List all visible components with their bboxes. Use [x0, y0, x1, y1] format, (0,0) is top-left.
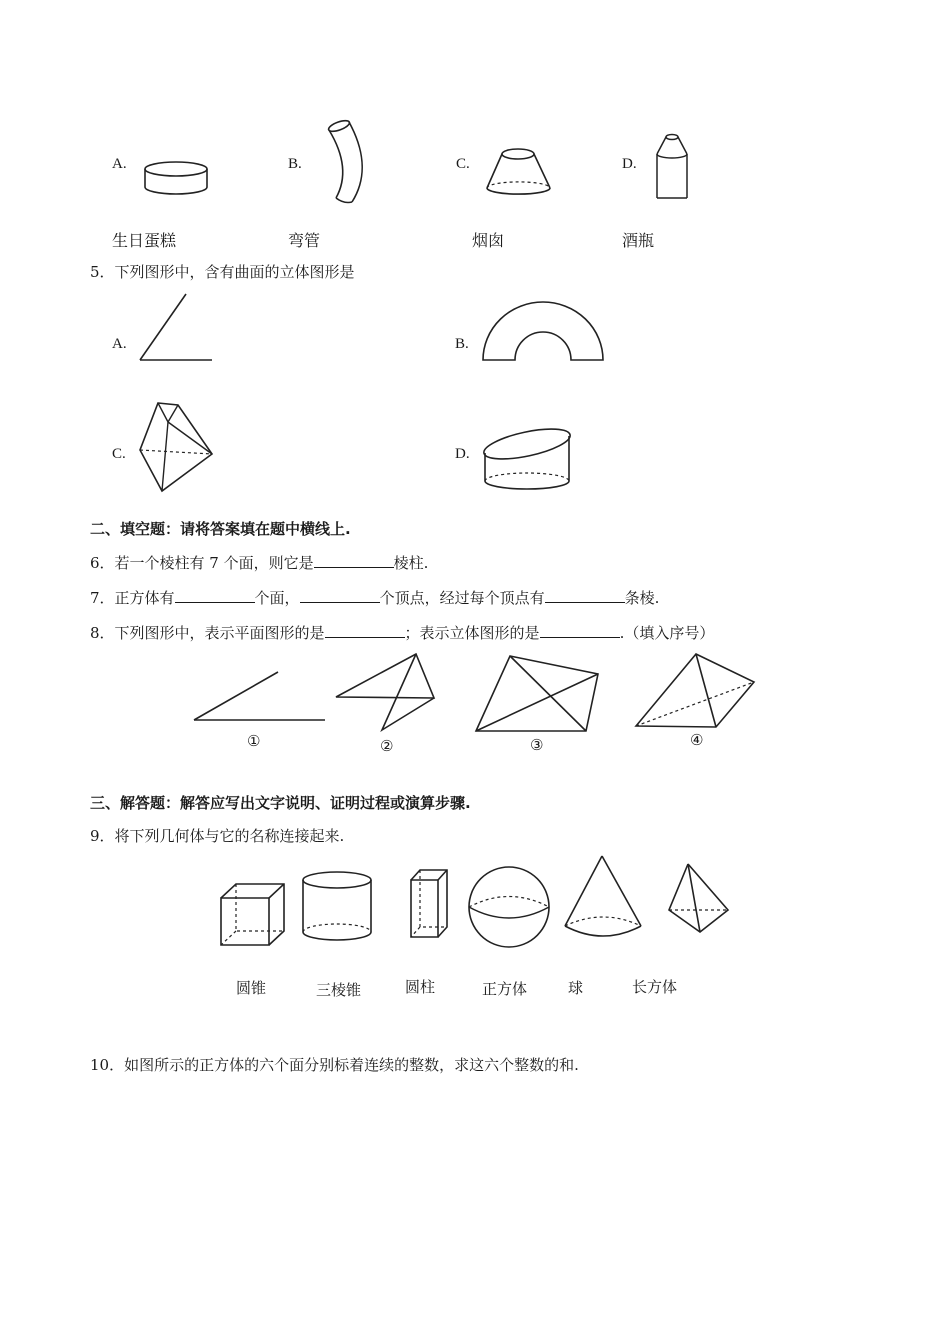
q4-option-d-caption: 酒瓶	[622, 231, 655, 250]
q4-option-d-letter: D.	[622, 156, 637, 172]
q8-blank-plane[interactable]	[325, 623, 405, 638]
birthday-cake-figure	[143, 158, 211, 200]
q7-text-4: 条棱.	[624, 589, 660, 607]
q8-label-2: ②	[380, 737, 394, 755]
q6-answer-blank[interactable]	[314, 553, 394, 568]
q4-option-a-caption: 生日蛋糕	[112, 231, 177, 250]
q9-name-cylinder[interactable]: 圆柱	[405, 978, 436, 996]
q7-blank-edges[interactable]	[545, 588, 625, 603]
q8-label-4: ④	[690, 731, 704, 749]
q4-option-c-caption: 烟囱	[472, 231, 505, 250]
q9-name-cuboid[interactable]: 长方体	[632, 978, 678, 996]
q9-pyramid-figure	[666, 862, 732, 936]
polyhedron-figure	[138, 400, 214, 494]
q7-line	[90, 588, 659, 607]
q9-cylinder-figure	[300, 870, 374, 942]
q9-sphere-figure	[466, 864, 552, 950]
wine-bottle-figure	[654, 132, 692, 202]
slanted-cylinder-figure	[482, 426, 574, 492]
q8-text-2: ；表示立体图形的是	[404, 624, 540, 642]
q7-blank-vertices[interactable]	[300, 588, 380, 603]
q9-question: 9．将下列几何体与它的名称连接起来.	[90, 827, 345, 845]
q5-option-d-letter: D.	[455, 446, 470, 462]
q7-blank-faces[interactable]	[175, 588, 255, 603]
q6-text-2: 棱柱.	[393, 554, 429, 572]
q8-label-3: ③	[530, 736, 544, 754]
q8-figure-3-quadrilateral	[474, 654, 602, 734]
q9-name-sphere[interactable]: 球	[568, 979, 584, 997]
q8-text-1: 8．下列图形中，表示平面图形的是	[90, 624, 325, 642]
angle-figure	[138, 292, 216, 366]
chimney-frustum-figure	[484, 146, 554, 198]
q9-cone-figure	[562, 854, 644, 944]
q8-figure-4-tetrahedron	[634, 652, 756, 732]
q9-name-cone[interactable]: 圆锥	[236, 979, 267, 997]
q4-option-a-letter: A.	[112, 156, 127, 172]
q7-text-1: 7．正方体有	[90, 589, 175, 607]
q9-name-cube[interactable]: 正方体	[482, 980, 528, 998]
q9-cuboid-figure	[408, 868, 450, 940]
q10-question: 10．如图所示的正方体的六个面分别标着连续的整数，求这六个整数的和.	[90, 1056, 579, 1074]
q4-option-b-caption: 弯管	[288, 231, 321, 250]
q9-name-triangular-pyramid[interactable]: 三棱锥	[316, 981, 362, 999]
q5-option-a-letter: A.	[112, 336, 127, 352]
q8-line	[90, 623, 714, 642]
section-2-title: 二、填空题：请将答案填在题中横线上.	[90, 520, 351, 538]
q8-figure-1-angle	[192, 670, 328, 724]
q6-text-1: 6．若一个棱柱有 7 个面，则它是	[90, 554, 314, 572]
section-3-title: 三、解答题：解答应写出文字说明、证明过程或演算步骤.	[90, 794, 471, 812]
q6-line	[90, 553, 428, 572]
q5-option-c-letter: C.	[112, 446, 126, 462]
q8-text-3: .（填入序号）	[619, 624, 715, 642]
q8-label-1: ①	[247, 732, 261, 750]
q8-figure-2-crossed-triangles	[334, 652, 438, 732]
q5-question: 5．下列图形中，含有曲面的立体图形是	[90, 263, 355, 281]
q4-option-b-letter: B.	[288, 156, 302, 172]
q8-blank-solid[interactable]	[540, 623, 620, 638]
q7-text-2: 个面，	[254, 589, 300, 607]
q5-option-b-letter: B.	[455, 336, 469, 352]
q7-text-3: 个顶点，经过每个顶点有	[379, 589, 545, 607]
q9-cube-figure	[218, 882, 288, 948]
semi-ring-figure	[482, 300, 604, 362]
q4-option-c-letter: C.	[456, 156, 470, 172]
curved-pipe-figure	[324, 118, 368, 204]
